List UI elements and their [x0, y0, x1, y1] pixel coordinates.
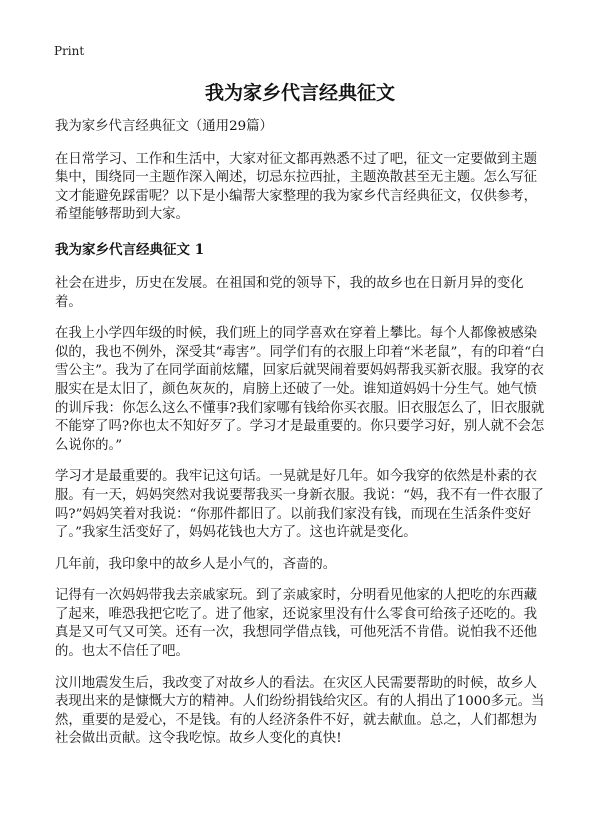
body-paragraph: 学习才是最重要的。我牢记这句话。一晃就是好几年。如今我穿的依然是朴素的衣服。有一天，妈妈突然对我说要帮我买一身新衣服。我说：“妈，我不有一件衣服了吗?”妈妈笑着对我说：“你那件都旧了。以前我们家没有钱，而现在生活条件变好了。”我家生活变好了，妈妈花钱也大方了。这也许就是变化。 — [55, 469, 544, 541]
body-paragraph: 几年前，我印象中的故乡人是小气的，吝啬的。 — [55, 556, 337, 572]
document-subtitle: 我为家乡代言经典征文（通用29篇） — [55, 119, 273, 134]
document-body — [55, 118, 547, 762]
body-paragraph: 社会在进步，历史在发展。在祖国和党的领导下，我的故乡也在日新月异的变化着。 — [55, 275, 524, 310]
body-paragraph: 记得有一次妈妈带我去亲戚家玩。到了亲戚家时，分明看见他家的人把吃的东西藏了起来，唯恐我把它吃了。进了他家，还说家里没有什么零食可给孩子还吃的。我真是又可气又可笑。还有一次，我想同学借点钱，可他死活不肯借。说怕我不还他的。也太不信任了吧。 — [55, 588, 538, 660]
body-paragraph: 在我上小学四年级的时候，我们班上的同学喜欢在穿着上攀比。每个人都像被感染似的，我也不例外，深受其“毒害”。同学们有的衣服上印着“米老鼠”，有的印着“白雪公主”。我为了在同学面前炫耀，回家后就哭闹着要妈妈帮我买新衣服。我穿的衣服实在是太旧了，颜色灰灰的，肩膀上还破了一处。谁知道妈妈十分生气。她气愤的训斥我：你怎么这么不懂事?我们家哪有钱给你买衣服。旧衣服怎么了，旧衣服就不能穿了吗?你也太不知好歹了。学习才是最重要的。你只要学习好，别人就不会怎么说你的。” — [55, 326, 545, 453]
intro-paragraph: 在日常学习、工作和生活中，大家对征文都再熟悉不过了吧，征文一定要做到主题集中，围绕同一主题作深入阐述，切忌东拉西扯，主题涣散甚至无主题。怎么写征文才能避免踩雷呢？以下是小编帮大家整理的我为家乡代言经典征文，仅供参考，希望能够帮助到大家。 — [55, 151, 538, 223]
print-label: Print — [54, 44, 85, 58]
section-heading: 我为家乡代言经典征文 1 — [55, 241, 205, 258]
document-title: 我为家乡代言经典征文 — [204, 82, 395, 104]
body-paragraph: 汶川地震发生后，我改变了对故乡人的看法。在灾区人民需要帮助的时候，故乡人表现出来的是慷慨大方的精神。人们纷纷捐钱给灾区。有的人捐出了1000多元。当然，重要的是爱心，不是钱。有的人经济条件不好，就去献血。总之，人们都想为社会做出贡献。这令我吃惊。故乡人变化的真快! — [55, 675, 545, 747]
